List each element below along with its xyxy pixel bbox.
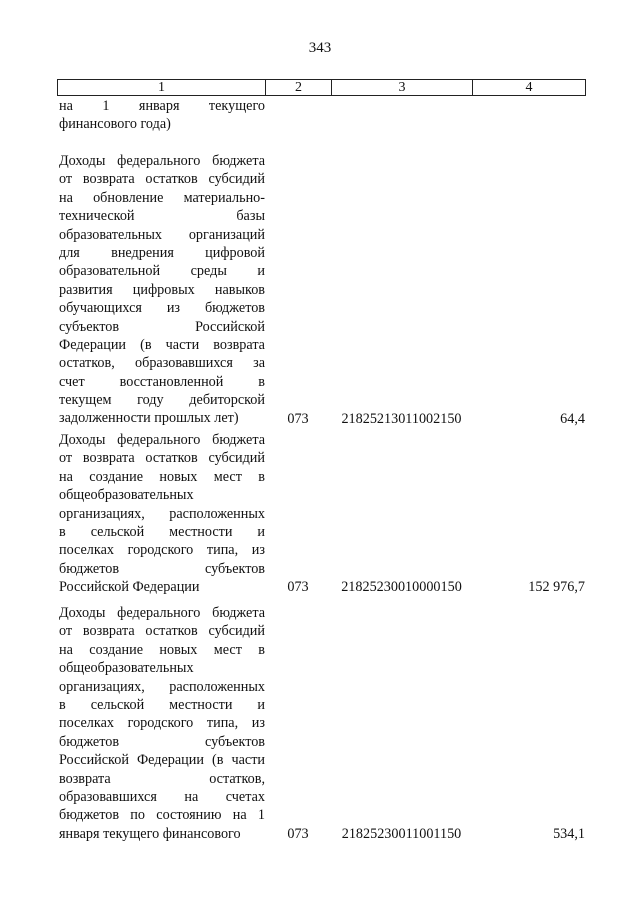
description-line: субъектов Российской [59,318,265,335]
amount-cell: 152 976,7 [528,579,585,596]
admin-code-cell: 073 [287,579,309,596]
description-line: Российской Федерации [59,579,200,596]
header-col-3: 3 [332,80,473,95]
description-line: общеобразовательных [59,660,194,677]
description-line: в сельской местности и [59,523,265,540]
description-line: на обновление материально- [59,189,265,206]
description-line: бюджетов по состоянию на 1 [59,807,265,824]
description-line: в сельской местности и [59,696,265,713]
description-line: текущем году дебиторской [59,392,265,409]
description-line: образовательных организаций [59,226,265,243]
row-description [59,152,265,428]
row-description [59,97,265,134]
header-col-2: 2 [266,80,332,95]
description-line: января текущего финансового [59,825,241,842]
description-line: на 1 января текущего [59,98,265,114]
page-number: 343 [308,40,332,56]
row-description [59,431,265,597]
description-line: поселках городского типа, из [59,542,265,559]
description-line: организациях, расположенных [59,505,265,522]
description-line: счет восстановленной в [59,373,265,390]
description-line: бюджетов субъектов [59,560,265,577]
description-line: Российской Федерации (в части [59,752,265,769]
amount-cell: 534,1 [553,825,585,842]
description-line: организациях, расположенных [59,678,265,695]
description-line: Доходы федерального бюджета [59,432,265,448]
description-line: Доходы федерального бюджета [59,605,265,621]
admin-code-cell: 073 [287,410,309,427]
description-line: возврата остатков, [59,770,265,787]
description-line: развития цифровых навыков [59,281,265,298]
description-line: для внедрения цифровой [59,244,265,261]
description-line: технической базы [59,208,265,225]
description-line: остатков, образовавшихся за [59,355,265,372]
budget-code-cell: 21825213011002150 [341,410,462,427]
description-line: финансового года) [59,116,171,133]
budget-code-cell: 21825230011001150 [341,825,462,842]
description-line: образовавшихся на счетах [59,788,265,805]
description-line: обучающихся из бюджетов [59,300,265,317]
description-line: на создание новых мест в [59,641,265,658]
budget-code-cell: 21825230010000150 [341,579,462,596]
row-description [59,604,265,843]
description-line: задолженности прошлых лет) [59,410,239,427]
admin-code-cell: 073 [287,825,309,842]
header-col-1: 1 [58,80,266,95]
table-header-row [57,79,586,96]
description-line: Федерации (в части возврата [59,336,265,353]
description-line: Доходы федерального бюджета [59,153,265,169]
description-line: от возврата остатков субсидий [59,171,265,188]
amount-cell: 64,4 [560,410,585,427]
description-line: от возврата остатков субсидий [59,623,265,640]
description-line: от возврата остатков субсидий [59,450,265,467]
description-line: бюджетов субъектов [59,733,265,750]
description-line: общеобразовательных [59,487,194,504]
description-line: поселках городского типа, из [59,715,265,732]
description-line: на создание новых мест в [59,468,265,485]
header-col-4: 4 [525,80,533,95]
description-line: образовательной среды и [59,263,265,280]
